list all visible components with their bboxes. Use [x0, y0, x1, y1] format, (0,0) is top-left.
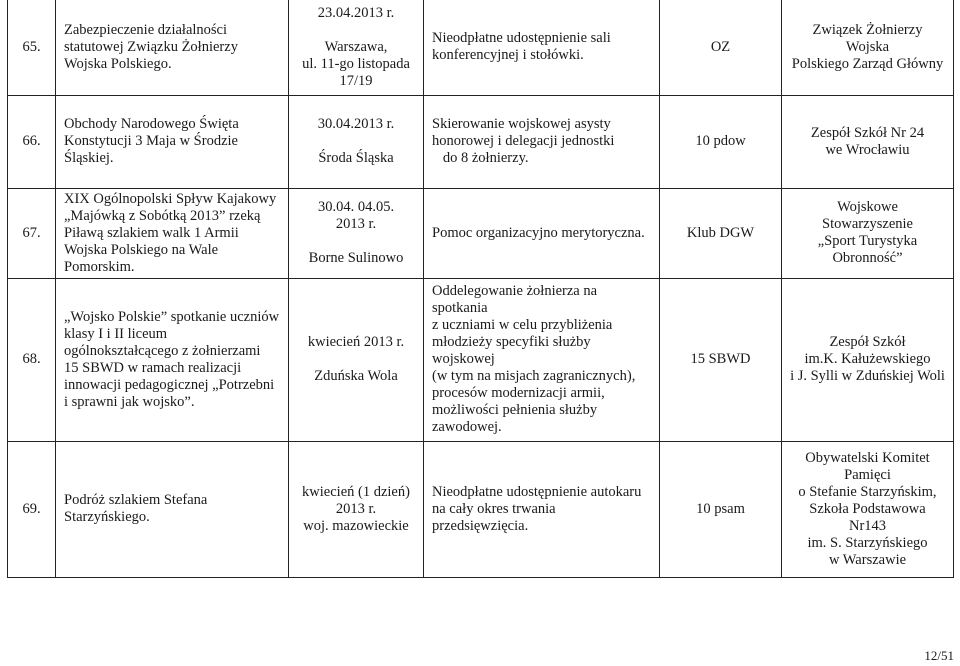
table-row [8, 441, 954, 577]
organizer-cell [782, 95, 954, 188]
event-name-line: Konstytucji 3 Maja w Środzie [64, 133, 238, 149]
event-name-line: XIX Ogólnopolski Spływ Kajakowy [64, 190, 277, 207]
event-date-place-cell [289, 441, 424, 577]
participants-cell [660, 441, 782, 577]
event-date-place-line: kwiecień 2013 r. [307, 334, 405, 350]
event-date-place-line: 23.04.2013 r. [317, 4, 395, 21]
row-number-cell [8, 95, 56, 188]
event-name-cell [56, 441, 289, 577]
organizer-line: Wojskowe Stowarzyszenie [822, 199, 913, 232]
table-row [8, 278, 954, 441]
row-number-cell [8, 278, 56, 441]
row-number: 69. [22, 500, 41, 517]
organizer-line: Związek Żołnierzy Wojska [812, 21, 923, 55]
event-name-cell [56, 278, 289, 441]
event-date-place-line: 30.04. 04.05. [317, 199, 395, 215]
event-date-place-line [297, 22, 415, 39]
support-form-line: młodzieży specyfiki służby wojskowej [432, 334, 591, 367]
table-row [8, 0, 954, 95]
table-row [8, 188, 954, 278]
event-name-line: Śląskiej. [64, 150, 114, 166]
table-row [8, 95, 954, 188]
event-date-place-line: 2013 r. [335, 500, 377, 517]
organizer-line: Zespół Szkół Nr 24 [810, 124, 925, 141]
event-name-line: Pomorskim. [64, 258, 135, 275]
event-name-line: „Majówką z Sobótką 2013” rzeką [64, 207, 261, 224]
organizer-line: we Wrocławiu [825, 141, 910, 158]
participants-line: OZ [710, 38, 731, 55]
organizer-line: i J. Sylli w Zduńskiej Woli [790, 368, 945, 384]
row-number-cell [8, 0, 56, 95]
organizer-line: „Sport Turystyka [817, 233, 918, 249]
support-form-cell [424, 0, 660, 95]
support-form-line: Oddelegowanie żołnierza na spotkania [432, 283, 598, 316]
row-number: 68. [22, 351, 41, 367]
organizer-line: Obronność” [832, 250, 903, 266]
support-form-line: Nieodpłatne udostępnienie sali [432, 30, 611, 47]
participants-line: Klub DGW [686, 224, 755, 241]
participants-cell [660, 0, 782, 95]
event-date-place-cell [289, 188, 424, 278]
event-name-line: 15 SBWD w ramach realizacji [64, 359, 242, 376]
event-name-line: innowacji pedagogicznej „Potrzebni [64, 376, 275, 393]
event-name-cell [56, 95, 289, 188]
support-form-line: Pomoc organizacyjno merytoryczna. [432, 224, 645, 241]
event-name-cell [56, 188, 289, 278]
participants-cell [660, 278, 782, 441]
organizer-line: Nr143 [848, 517, 887, 534]
support-form-line: honorowej i delegacji jednostki [432, 133, 615, 149]
event-date-place-line: kwiecień (1 dzień) [302, 483, 410, 500]
event-date-place-line [297, 351, 415, 368]
support-form-cell [424, 188, 660, 278]
event-date-place-line: Zduńska Wola [314, 368, 398, 384]
event-name-line: Zabezpieczenie działalności [64, 21, 228, 38]
event-date-place-cell [289, 0, 424, 95]
event-date-place-line: Środa Śląska [318, 150, 394, 166]
event-name-line: Podróż szlakiem Stefana [64, 492, 208, 508]
organizer-line: Polskiego Zarząd Główny [791, 55, 944, 72]
organizer-line: Obywatelski Komitet [805, 449, 930, 466]
event-name-line: statutowej Związku Żołnierzy [64, 38, 238, 55]
event-name-cell [56, 0, 289, 95]
event-date-place-line: Warszawa, [324, 38, 388, 55]
event-name-line: klasy I i II liceum [64, 325, 168, 342]
event-date-place-cell [289, 278, 424, 441]
organizer-line: Pamięci [844, 466, 891, 483]
event-date-place-line: Borne Sulinowo [308, 250, 404, 266]
event-name-line: „Wojsko Polskie” spotkanie uczniów [64, 308, 280, 325]
row-number: 66. [22, 133, 41, 149]
organizer-line: w Warszawie [828, 551, 907, 568]
participants-line: 10 pdow [695, 133, 746, 149]
organizer-line: im. S. Starzyńskiego [807, 534, 928, 551]
support-form-line: do 8 żołnierzy. [432, 150, 529, 166]
row-number-cell [8, 441, 56, 577]
row-number: 65. [22, 38, 41, 55]
event-name-line: Piławą szlakiem walk 1 Armii [64, 224, 239, 241]
event-date-place-line: woj. mazowieckie [303, 517, 409, 534]
support-form-line: z uczniami w celu przybliżenia [432, 317, 613, 333]
organizer-line: im.K. Kałużewskiego [804, 351, 931, 367]
event-date-place-line: ul. 11-go listopada [302, 55, 410, 72]
event-name-line: Wojska Polskiego. [64, 55, 172, 72]
event-date-place-line: 17/19 [339, 72, 373, 89]
organizer-line: Zespół Szkół [829, 334, 906, 350]
organizer-line: o Stefanie Starzyńskim, [798, 483, 937, 500]
support-form-line: Skierowanie wojskowej asysty [432, 116, 611, 132]
support-form-line: procesów modernizacji armii, [432, 385, 605, 401]
event-name-line: Obchody Narodowego Święta [64, 116, 239, 132]
page-number: 12/51 [924, 648, 954, 663]
support-form-cell [424, 441, 660, 577]
event-date-place-line [297, 233, 415, 250]
events-table [7, 0, 954, 578]
event-date-place-line [297, 133, 415, 150]
support-form-line: (w tym na misjach zagranicznych), [432, 368, 636, 384]
organizer-cell [782, 0, 954, 95]
participants-line: 15 SBWD [690, 351, 751, 367]
participants-line: 10 psam [696, 500, 745, 517]
organizer-cell [782, 441, 954, 577]
participants-cell [660, 95, 782, 188]
support-form-line: konferencyjnej i stołówki. [432, 47, 584, 64]
support-form-cell [424, 95, 660, 188]
event-date-place-cell [289, 95, 424, 188]
event-name-line: ogólnokształcącego z żołnierzami [64, 342, 261, 359]
event-date-place-line: 2013 r. [335, 216, 377, 232]
support-form-line: możliwości pełnienia służby [432, 402, 598, 418]
support-form-line: na cały okres trwania przedsięwzięcia. [432, 500, 556, 534]
event-name-line: Starzyńskiego. [64, 509, 150, 525]
event-date-place-line: 30.04.2013 r. [317, 116, 395, 132]
row-number-cell [8, 188, 56, 278]
table-body [8, 0, 954, 577]
participants-cell [660, 188, 782, 278]
organizer-cell [782, 278, 954, 441]
organizer-cell [782, 188, 954, 278]
event-name-line: Wojska Polskiego na Wale [64, 241, 219, 258]
support-form-line: Nieodpłatne udostępnienie autokaru [432, 483, 642, 500]
event-name-line: i sprawni jak wojsko”. [64, 393, 195, 410]
organizer-line: Szkoła Podstawowa [809, 500, 926, 517]
support-form-line: zawodowej. [432, 419, 502, 435]
row-number: 67. [22, 224, 41, 241]
support-form-cell [424, 278, 660, 441]
